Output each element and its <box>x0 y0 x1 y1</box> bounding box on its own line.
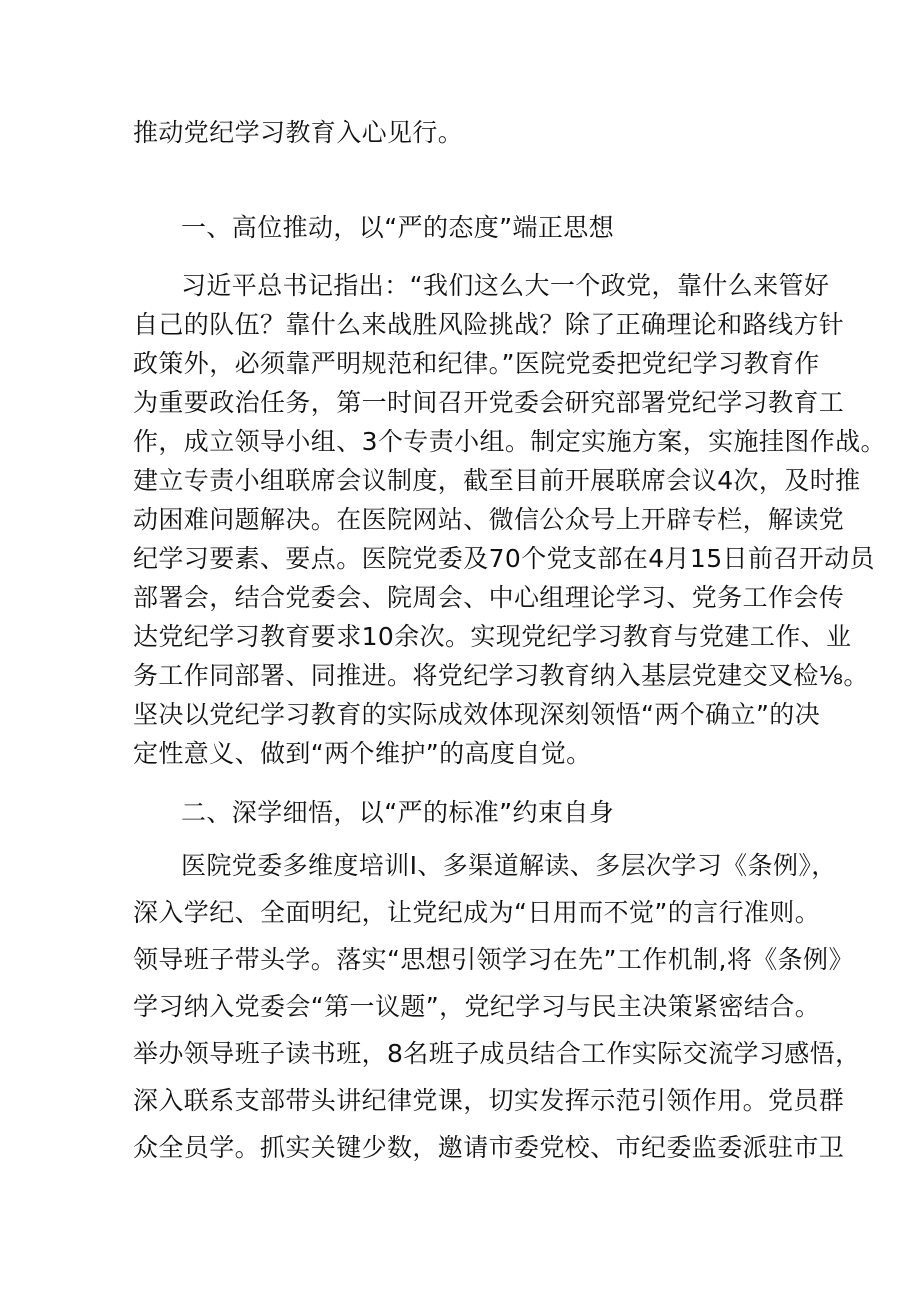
section1-line-8: 纪学习要素、要点。医院党委及70个党支部在4月15日前召开动员 <box>133 544 875 573</box>
section1-line-13: 定性意义、做到“两个维护”的高度自觉。 <box>133 739 592 768</box>
section2-line-2: 深入学纪、全面明纪，让党纪成为“日用而不觉”的言行准则。 <box>133 898 821 927</box>
section1-line-1: 习近平总书记指出：“我们这么大一个政党，靠什么来管好 <box>181 271 830 300</box>
section1-line-9: 部署会，结合党委会、院周会、中心组理论学习、党务工作会传 <box>133 583 845 612</box>
section2-line-5: 举办领导班子读书班，8名班子成员结合工作实际交流学习感悟， <box>133 1039 861 1068</box>
section2-line-4: 学习纳入党委会“第一议题”，党纪学习与民主决策紧密结合。 <box>133 992 821 1021</box>
section1-line-3: 政策外，必须靠严明规范和纪律。”医院党委把党纪学习教育作 <box>133 349 820 378</box>
section2-line-7: 众全员学。抓实关键少数，邀请市委党校、市纪委监委派驻市卫 <box>133 1133 845 1162</box>
section2-line-1: 医院党委多维度培训I、多渠道解读、多层次学习《条例》， <box>181 851 837 880</box>
section1-line-5: 作，成立领导小组、3个专责小组。制定实施方案，实施挂图作战。 <box>133 427 886 456</box>
intro-tail-line: 推动党纪学习教育入心见行。 <box>133 118 464 147</box>
section2-heading: 二、深学细悟，以“严的标准”约束自身 <box>181 798 615 827</box>
section1-line-11: 务工作同部署、同推进。将党纪学习教育纳入基层党建交叉检⅛。 <box>133 661 869 690</box>
section1-line-6: 建立专责小组联席会议制度，截至目前开展联席会议4次，及时推 <box>133 466 861 495</box>
section2-line-3: 领导班子带头学。落实“思想引领学习在先”工作机制,将《条例》 <box>133 945 854 974</box>
section1-line-7: 动困难问题解决。在医院网站、微信公众号上开辟专栏，解读党 <box>133 505 845 534</box>
section2-line-6: 深入联系支部带头讲纪律党课，切实发挥示范引领作用。党员群 <box>133 1086 845 1115</box>
section1-line-10: 达党纪学习教育要求10余次。实现党纪学习教育与党建工作、业 <box>133 622 852 651</box>
section1-line-12: 坚决以党纪学习教育的实际成效体现深刻领悟“两个确立”的决 <box>133 700 821 729</box>
section1-line-2: 自己的队伍？靠什么来战胜风险挑战？除了正确理论和路线方针 <box>133 310 845 339</box>
section1-heading: 一、高位推动，以“严的态度”端正思想 <box>181 213 615 242</box>
section1-line-4: 为重要政治任务，第一时间召开党委会研究部署党纪学习教育工 <box>133 388 845 417</box>
